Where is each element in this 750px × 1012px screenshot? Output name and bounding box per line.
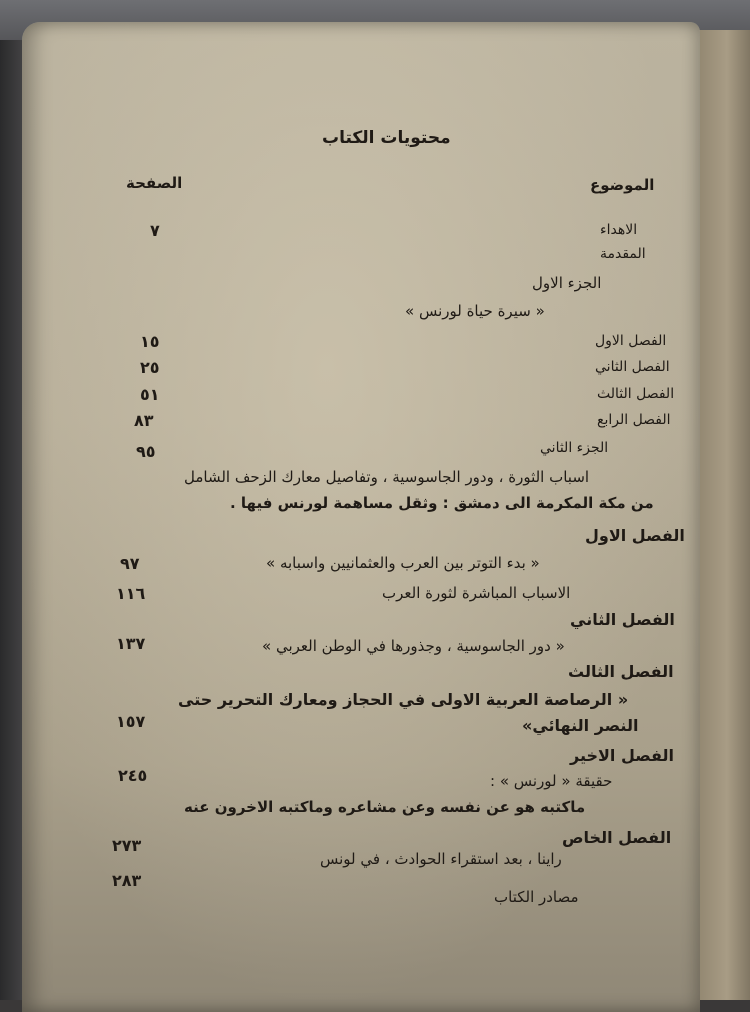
last-chapter-line: حقيقة « لورنس » :	[490, 772, 613, 790]
header-topic: الموضوع	[590, 176, 655, 194]
last-chapter-line2: ماكتبه هو عن نفسه وعن مشاعره وماكتبه الاخرون عنه	[184, 798, 586, 816]
part1-heading: الجزء الاول	[532, 274, 602, 292]
book-page	[22, 22, 700, 1012]
chapter1-title: الفصل الاول	[585, 526, 685, 545]
dedication-label: الاهداء	[600, 222, 638, 238]
chapter2-title: الفصل الثاني	[570, 610, 675, 629]
chapter2-page: ١٣٧	[116, 634, 146, 653]
special-chapter-title: الفصل الخاص	[562, 828, 672, 847]
toc-title: محتويات الكتاب	[322, 128, 451, 148]
direct-causes-page: ١١٦	[116, 584, 146, 603]
part1-chapter4-label: الفصل الرابع	[597, 412, 671, 428]
last-chapter-title: الفصل الاخير	[570, 746, 675, 765]
part2-page: ٩٥	[136, 442, 156, 461]
part1-chapter2-label: الفصل الثاني	[595, 359, 670, 375]
last-chapter-page: ٢٤٥	[118, 766, 148, 785]
header-page: الصفحة	[126, 174, 183, 192]
chapter1-page: ٩٧	[120, 554, 140, 573]
direct-causes-line: الاسباب المباشرة لثورة العرب	[382, 584, 571, 602]
part1-chapter1-page: ١٥	[140, 332, 160, 351]
chapter3-line2: النصر النهائي»	[522, 716, 639, 735]
sources-page: ٢٨٣	[112, 871, 142, 890]
chapter3-page: ١٥٧	[116, 712, 146, 731]
chapter3-title: الفصل الثالث	[568, 662, 674, 681]
sources-line: مصادر الكتاب	[494, 888, 579, 906]
part2-desc-line1: اسباب الثورة ، ودور الجاسوسية ، وتفاصيل معارك الزحف الشامل	[184, 468, 590, 486]
part2-desc-line2: من مكة المكرمة الى دمشق : وثقل مساهمة لورنس فيها .	[230, 494, 654, 512]
chapter3-line: « الرصاصة العربية الاولى في الحجاز ومعارك التحرير حتى	[178, 690, 629, 709]
special-chapter-line: راينا ، بعد استقراء الحوادث ، في لونس	[320, 850, 562, 868]
part2-heading: الجزء الثاني	[540, 440, 609, 456]
part1-chapter4-page: ٨٣	[134, 411, 154, 430]
chapter1-line: « بدء التوتر بين العرب والعثمانيين واسبابه »	[266, 554, 540, 572]
part1-chapter3-label: الفصل الثالث	[597, 386, 675, 402]
part1-chapter2-page: ٢٥	[140, 358, 160, 377]
chapter2-line: « دور الجاسوسية ، وجذورها في الوطن العربي »	[262, 637, 565, 655]
part1-chapter3-page: ٥١	[140, 385, 160, 404]
intro-label: المقدمة	[600, 246, 646, 262]
part1-subtitle: « سيرة حياة لورنس »	[405, 302, 545, 320]
dedication-page: ٧	[150, 221, 160, 240]
part1-chapter1-label: الفصل الاول	[595, 333, 667, 349]
special-chapter-page: ٢٧٣	[112, 836, 142, 855]
